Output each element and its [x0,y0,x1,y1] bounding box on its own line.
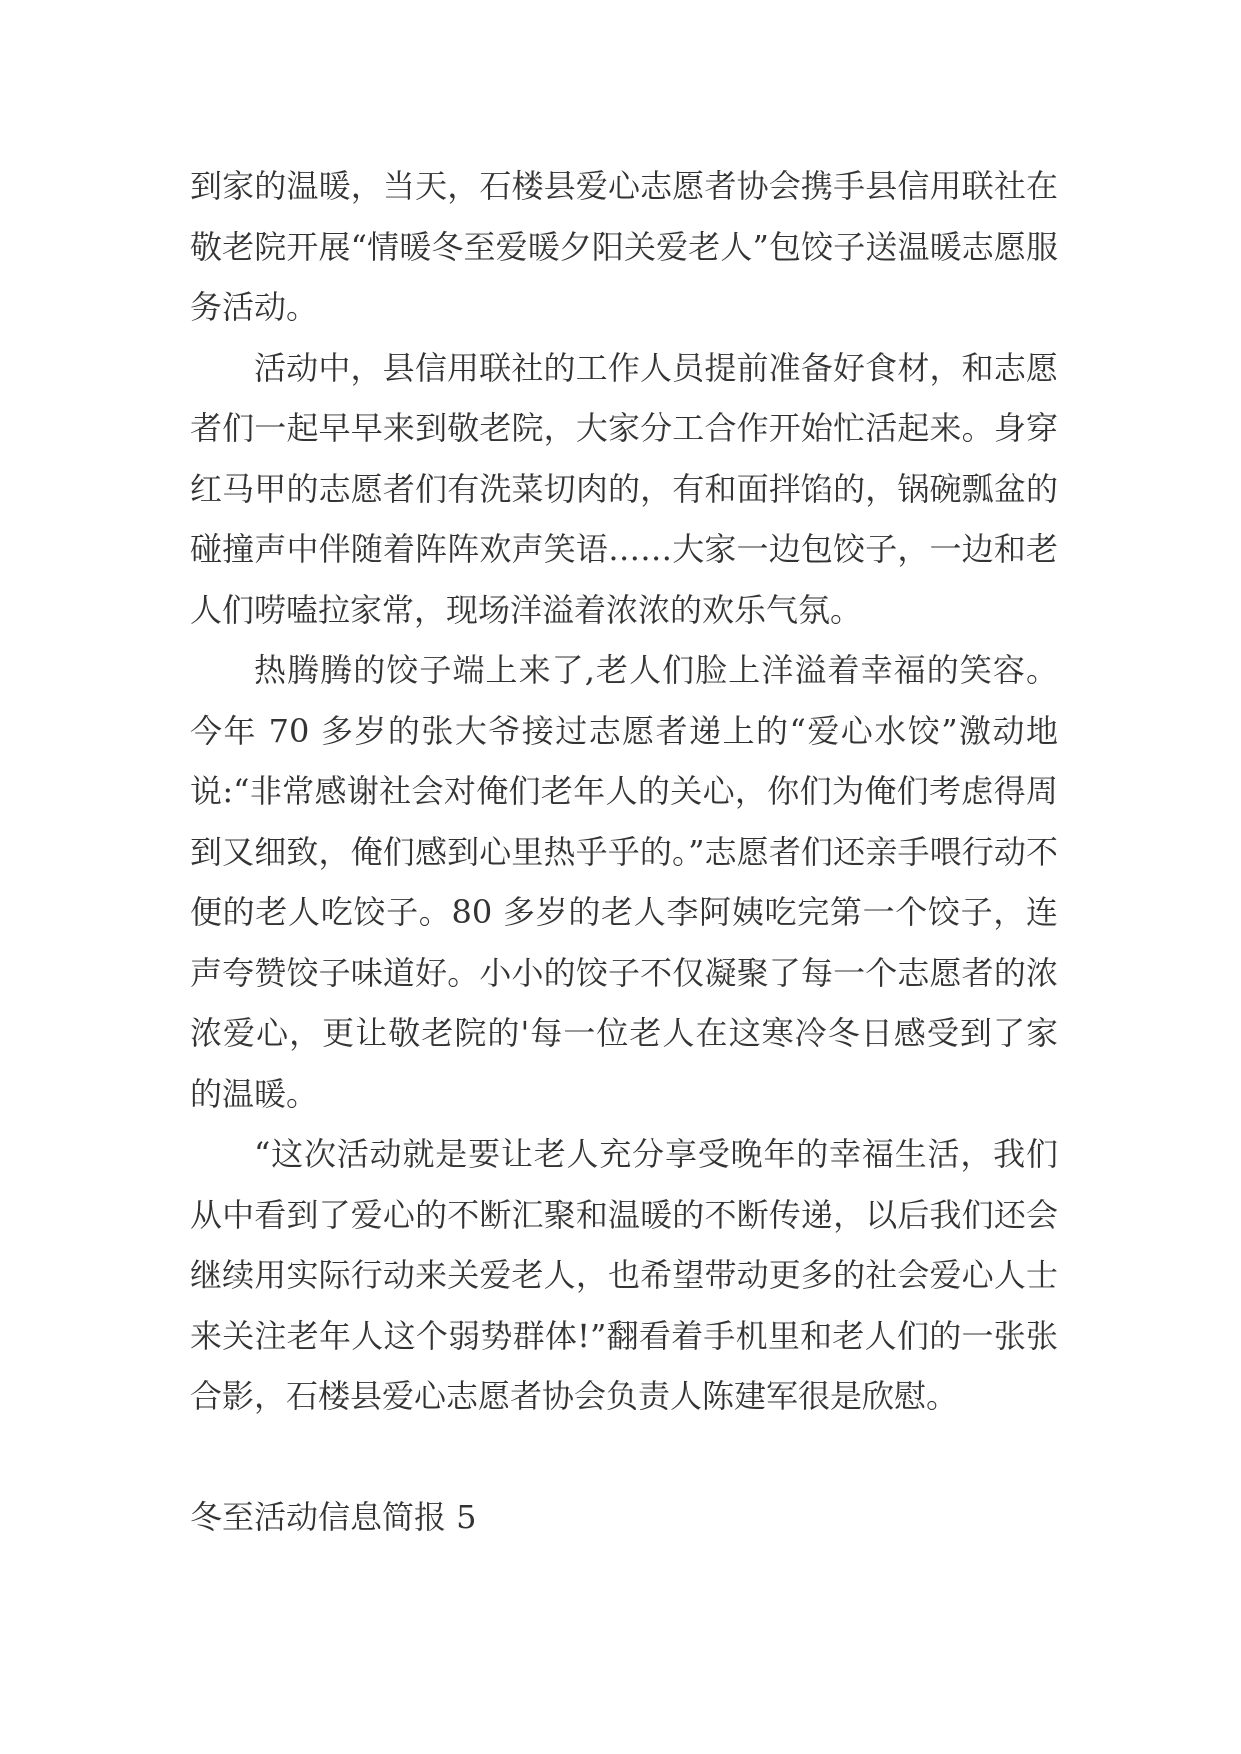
paragraph-1: 到家的温暖，当天，石楼县爱心志愿者协会携手县信用联社在敬老院开展“情暖冬至爱暖夕阳关爱老人”包饺子送温暖志愿服务活动。 [190,167,1058,326]
document-body [190,156,1058,1547]
paragraph-3: 热腾腾的饺子端上来了,老人们脸上洋溢着幸福的笑容。今年 70 多岁的张大爷接过志愿者递上的“爱心水饺”激动地说:“非常感谢社会对俺们老年人的关心，你们为俺们考虑得周到又细致，俺们感到心里热乎乎的。”志愿者们还亲手喂行动不便的老人吃饺子。80 多岁的老人李阿姨吃完第一个饺子，连声夸赞饺子味道好。小小的饺子不仅凝聚了每一个志愿者的浓浓爱心，更让敬老院的'每一位老人在这寒冷冬日感受到了家的温暖。 [190,651,1058,1113]
section-heading: 冬至活动信息简报 5 [190,1497,477,1536]
paragraph-2: 活动中，县信用联社的工作人员提前准备好食材，和志愿者们一起早早来到敬老院，大家分工合作开始忙活起来。身穿红马甲的志愿者们有洗菜切肉的，有和面拌馅的，锅碗瓢盆的碰撞声中伴随着阵阵欢声笑语……大家一边包饺子，一边和老人们唠嗑拉家常，现场洋溢着浓浓的欢乐气氛。 [190,348,1058,629]
paragraph-4: “这次活动就是要让老人充分享受晚年的幸福生活，我们从中看到了爱心的不断汇聚和温暖的不断传递，以后我们还会继续用实际行动来关爱老人，也希望带动更多的社会爱心人士来关注老年人这个弱势群体!”翻看着手机里和老人们的一张张合影，石楼县爱心志愿者协会负责人陈建军很是欣慰。 [190,1135,1058,1415]
